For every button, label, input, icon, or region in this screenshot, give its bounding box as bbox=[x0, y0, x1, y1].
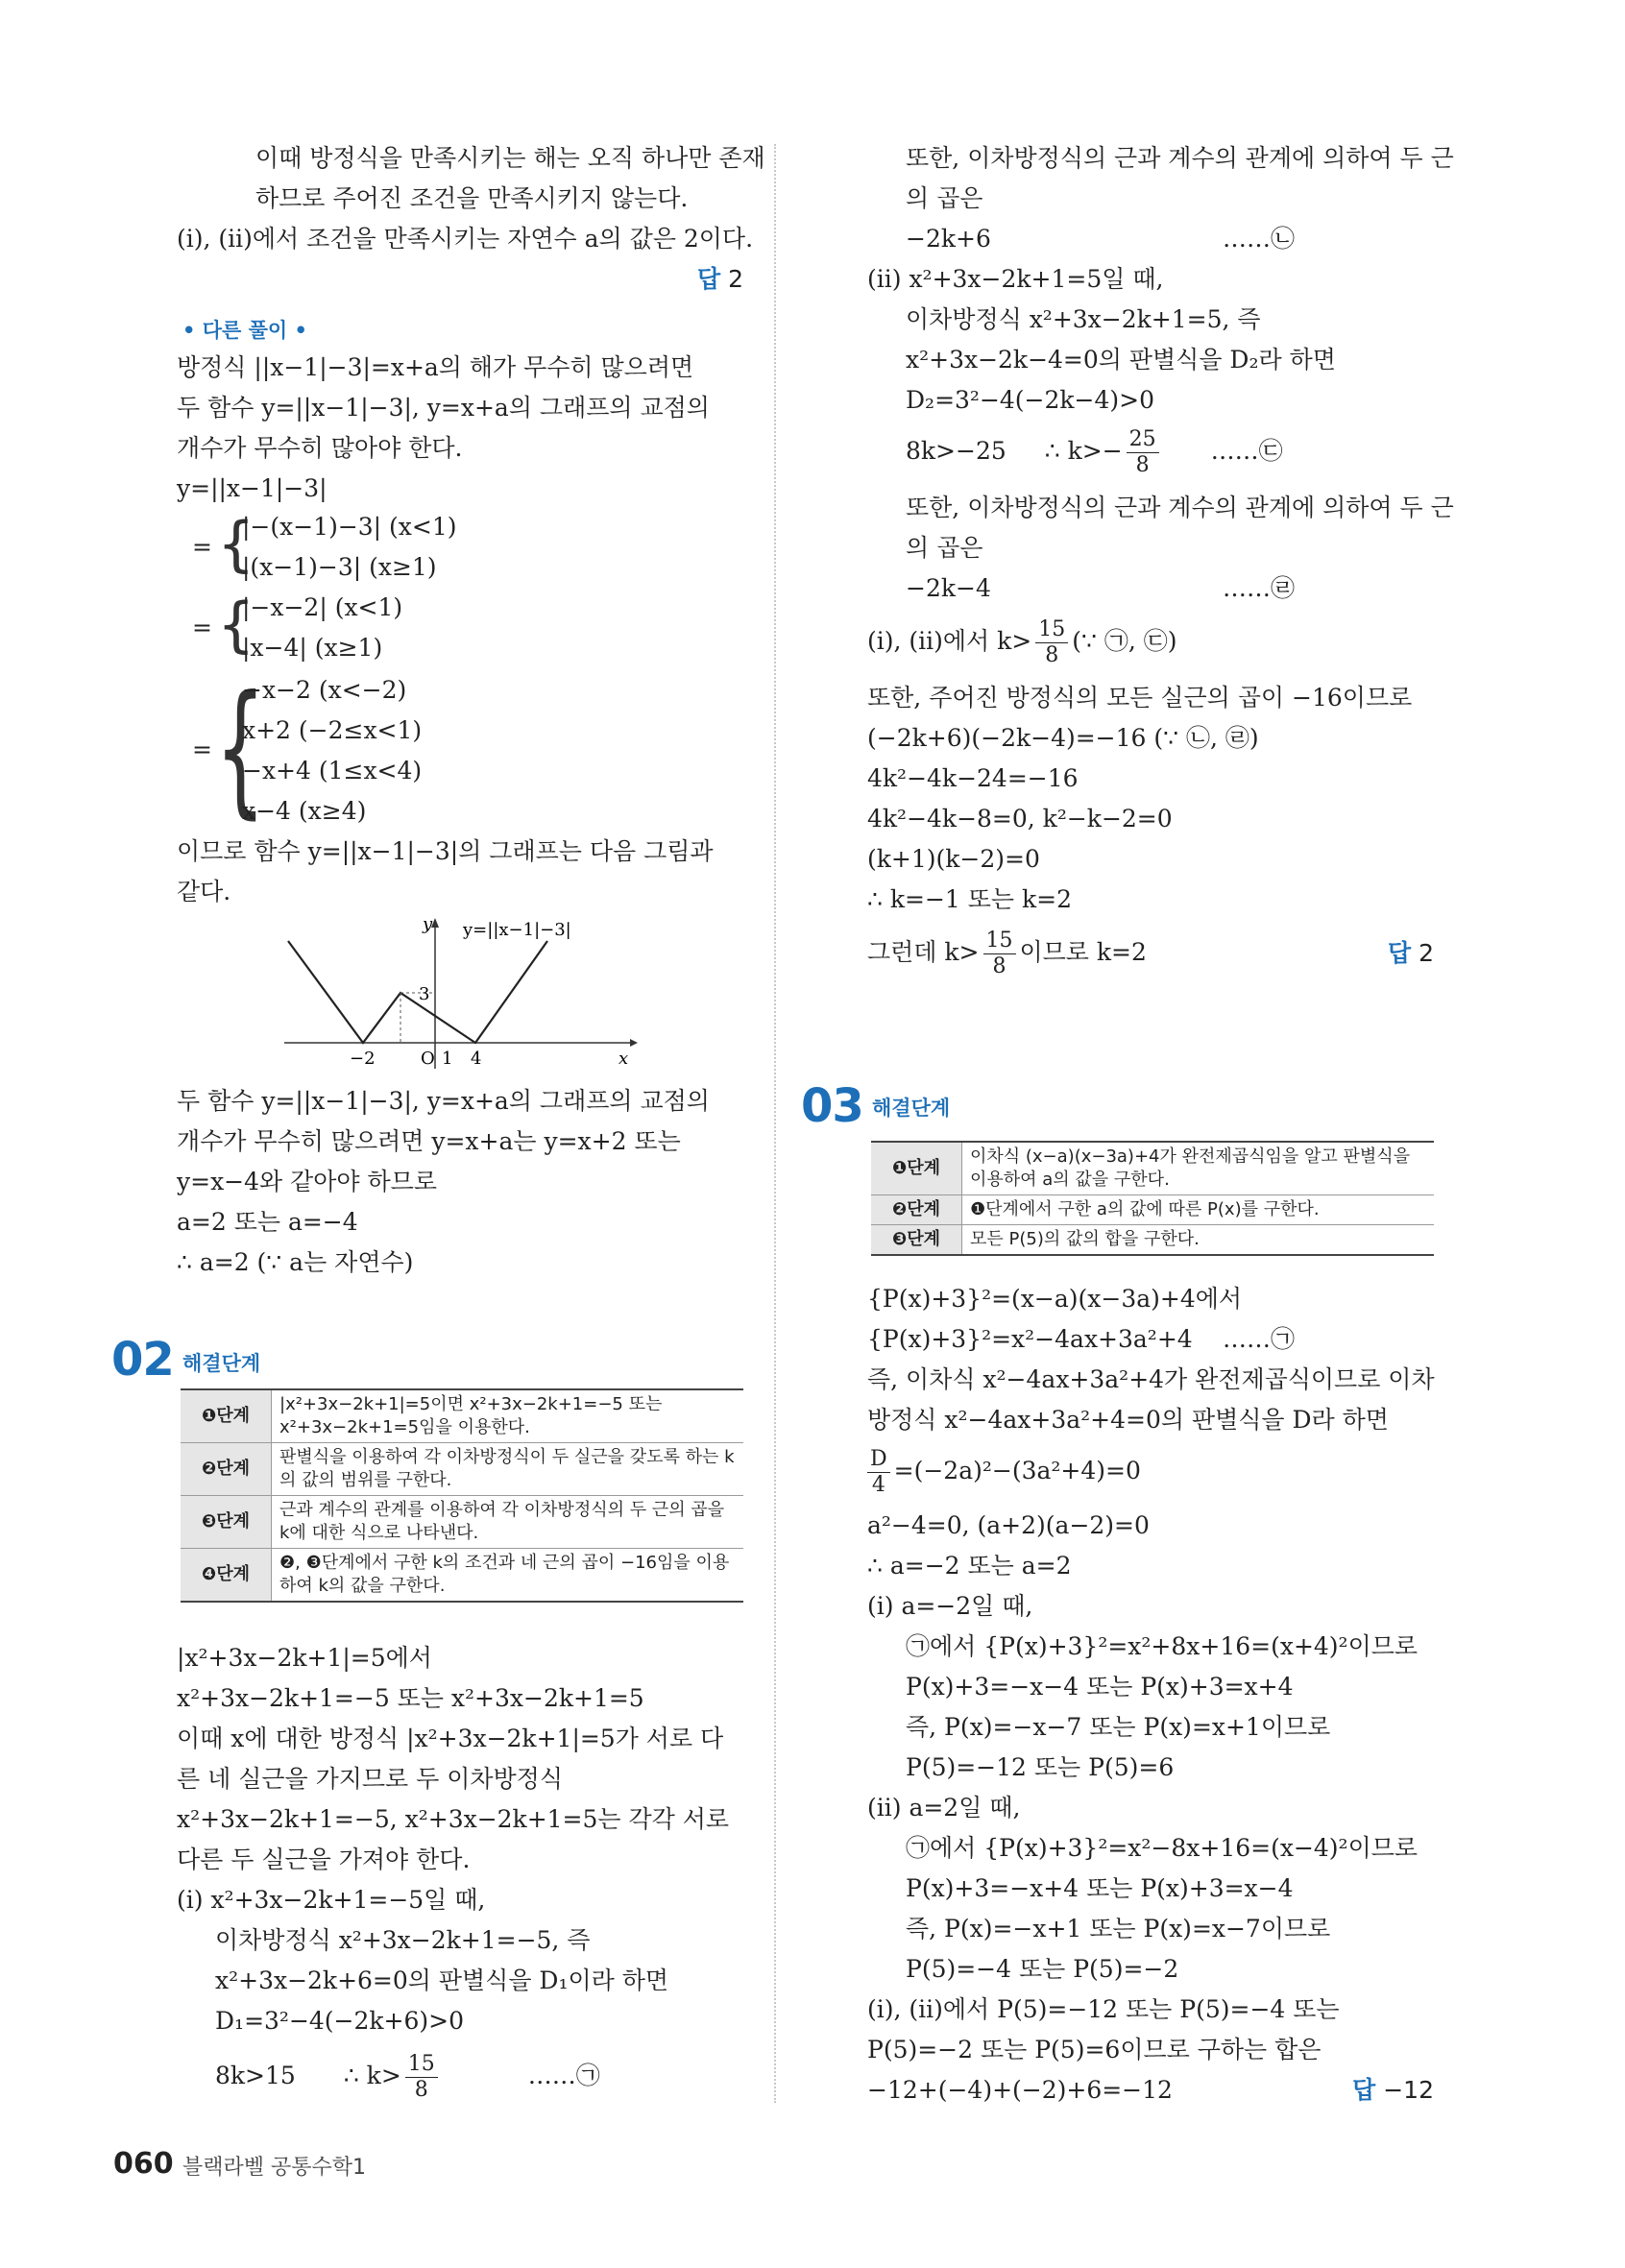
steps-table-03 bbox=[871, 1141, 1434, 1256]
inequality-line: 그런데 k> $\frac{15}{8}$ 이므로 k=2 bbox=[867, 929, 1147, 978]
text-line: 방정식 ||x−1|−3|=x+a의 해가 무수히 많으려면 bbox=[177, 353, 694, 381]
step-text: 모든 P(5)의 값의 합을 구한다. bbox=[962, 1225, 1435, 1256]
text-line: P(5)=−2 또는 P(5)=6이므로 구하는 합은 bbox=[867, 2036, 1322, 2063]
text-line: (ⅱ) x²+3x−2k+1=5일 때, bbox=[867, 265, 1164, 293]
text-line: x²+3x−2k−4=0의 판별식을 D₂라 하면 bbox=[906, 346, 1336, 374]
step-label: ❶단계 bbox=[871, 1142, 962, 1195]
case-line: |x−4| (x≥1) bbox=[242, 634, 383, 662]
text-line: 이므로 함수 y=||x−1|−3|의 그래프는 다음 그림과 bbox=[177, 837, 714, 865]
text-line: 이차방정식 x²+3x−2k+1=−5, 즉 bbox=[215, 1926, 591, 1954]
graph-figure bbox=[277, 910, 642, 1072]
text-line: P(x)+3=−x−4 또는 P(x)+3=x+4 bbox=[906, 1673, 1294, 1701]
column-divider bbox=[774, 144, 776, 2103]
function-label: y=||x−1|−3| bbox=[463, 920, 571, 940]
section-number-02: 02 bbox=[111, 1333, 174, 1387]
text-line: ∴ a=2 (∵ a는 자연수) bbox=[177, 1248, 414, 1276]
text-line: (ⅱ) a=2일 때, bbox=[867, 1794, 1021, 1822]
section-number-03: 03 bbox=[801, 1079, 863, 1133]
steps-table-02 bbox=[181, 1388, 743, 1603]
text-line: |x²+3x−2k+1|=5에서 bbox=[177, 1644, 432, 1672]
step-label: ❸단계 bbox=[871, 1225, 962, 1256]
text-line: y=||x−1|−3| bbox=[177, 474, 327, 502]
text-line: 4k²−4k−24=−16 bbox=[867, 764, 1079, 792]
equals: = bbox=[192, 614, 212, 641]
step-text: 이차식 (x−a)(x−3a)+4가 완전제곱식임을 알고 판별식을 이용하여 a의 값을 구한다. bbox=[962, 1142, 1435, 1195]
answer-2: 답 2 bbox=[1387, 939, 1434, 967]
step-text: |x²+3x−2k+1|=5이면 x²+3x−2k+1=−5 또는 x²+3x−2k+1=5임을 이용한다. bbox=[272, 1389, 744, 1443]
step-label: ❹단계 bbox=[181, 1549, 272, 1603]
text-line: 두 함수 y=||x−1|−3|, y=x+a의 그래프의 교점의 bbox=[177, 394, 710, 422]
text-line: 같다. bbox=[177, 878, 231, 905]
fraction: $\frac{D}{4}$ bbox=[867, 1449, 890, 1496]
text-line: 이차방정식 x²+3x−2k+1=5, 즉 bbox=[906, 305, 1261, 333]
text-line: ∴ a=−2 또는 a=2 bbox=[867, 1552, 1072, 1580]
text-line: a²−4=0, (a+2)(a−2)=0 bbox=[867, 1511, 1150, 1539]
fraction: $\frac{15}{8}$ bbox=[405, 2054, 438, 2101]
step-text: ❷, ❸단계에서 구한 k의 조건과 네 근의 곱이 −16임을 이용하여 k의 값을 구한다. bbox=[272, 1549, 744, 1603]
tag: ……㉣ bbox=[1223, 574, 1296, 602]
text-line: (ⅰ), (ⅱ)에서 P(5)=−12 또는 P(5)=−4 또는 bbox=[867, 1995, 1340, 2023]
text-line: 또한, 주어진 방정식의 모든 실근의 곱이 −16이므로 bbox=[867, 684, 1413, 712]
page-number: 060 bbox=[113, 2147, 174, 2181]
table-row bbox=[181, 1443, 743, 1496]
text-line: {P(x)+3}²=(x−a)(x−3a)+4에서 bbox=[867, 1285, 1243, 1313]
brace: { bbox=[215, 665, 266, 832]
step-label: ❷단계 bbox=[181, 1443, 272, 1496]
text-line: −2k+6 bbox=[906, 225, 991, 253]
text-line: {P(x)+3}²=x²−4ax+3a²+4 bbox=[867, 1325, 1193, 1353]
text-line: P(5)=−12 또는 P(5)=6 bbox=[906, 1753, 1175, 1781]
fraction: $\frac{15}{8}$ bbox=[1035, 619, 1068, 666]
x-tick: −2 bbox=[350, 1049, 376, 1069]
text-line: 즉, P(x)=−x+1 또는 P(x)=x−7이므로 bbox=[906, 1915, 1331, 1942]
text-line: 즉, P(x)=−x−7 또는 P(x)=x+1이므로 bbox=[906, 1713, 1331, 1741]
table-row bbox=[871, 1225, 1434, 1256]
text-line: 또한, 이차방정식의 근과 계수의 관계에 의하여 두 근 bbox=[906, 494, 1454, 521]
alt-solution-title: • 다른 풀이 • bbox=[182, 319, 307, 342]
text-line: 즉, 이차식 x²−4ax+3a²+4가 완전제곱식이므로 이차 bbox=[867, 1365, 1435, 1393]
text-line: 이때 방정식을 만족시키는 해는 오직 하나만 존재 bbox=[255, 144, 765, 172]
text-line: 의 곱은 bbox=[906, 534, 983, 562]
section-title-03: 해결단계 bbox=[872, 1097, 951, 1120]
text-line: 이때 x에 대한 방정식 |x²+3x−2k+1|=5가 서로 다 bbox=[177, 1725, 724, 1752]
text-line: ㉠에서 {P(x)+3}²=x²+8x+16=(x+4)²이므로 bbox=[906, 1632, 1419, 1660]
text-line: 른 네 실근을 가지므로 두 이차방정식 bbox=[177, 1765, 563, 1793]
table-row bbox=[871, 1142, 1434, 1195]
y-tick: 3 bbox=[419, 984, 430, 1004]
section-title-02: 해결단계 bbox=[182, 1352, 261, 1375]
equals: = bbox=[192, 736, 212, 763]
text-line: 의 곱은 bbox=[906, 184, 983, 212]
fraction: $\frac{25}{8}$ bbox=[1127, 429, 1159, 476]
text-line: 하므로 주어진 조건을 만족시키지 않는다. bbox=[255, 184, 689, 212]
x-tick: 1 bbox=[442, 1049, 453, 1069]
text-line: (−2k+6)(−2k−4)=−16 (∵ ㉡, ㉣) bbox=[867, 724, 1259, 752]
table-row bbox=[871, 1195, 1434, 1225]
text-line: 다른 두 실근을 가져야 한다. bbox=[177, 1846, 471, 1873]
table-row bbox=[181, 1496, 743, 1549]
text-line: −12+(−4)+(−2)+6=−12 bbox=[867, 2076, 1173, 2104]
case-line: x+2 (−2≤x<1) bbox=[242, 716, 423, 744]
equals: = bbox=[192, 533, 212, 561]
step-text: ❶단계에서 구한 a의 값에 따른 P(x)를 구한다. bbox=[962, 1195, 1435, 1225]
book-title: 블랙라벨 공통수학1 bbox=[182, 2156, 367, 2180]
function-graph bbox=[288, 941, 547, 1043]
y-axis-label: y bbox=[423, 914, 433, 934]
step-text: 판별식을 이용하여 각 이차방정식이 두 실근을 갖도록 하는 k의 값의 범위를 구한다. bbox=[272, 1443, 744, 1496]
table-row bbox=[181, 1389, 743, 1443]
text-line: (ⅰ) a=−2일 때, bbox=[867, 1592, 1033, 1620]
inequality-line: 8k>15 ∴ k> $\frac{15}{8}$ ……㉠ bbox=[215, 2052, 600, 2102]
y-arrow bbox=[431, 918, 439, 928]
origin-label: O bbox=[421, 1049, 435, 1069]
step-label: ❸단계 bbox=[181, 1496, 272, 1549]
case-line: |(x−1)−3| (x≥1) bbox=[242, 553, 437, 581]
text-line: (ⅰ), (ⅱ)에서 조건을 만족시키는 자연수 a의 값은 2이다. bbox=[177, 225, 754, 253]
x-tick: 4 bbox=[471, 1049, 482, 1069]
text-line: a=2 또는 a=−4 bbox=[177, 1208, 358, 1236]
text-line: 개수가 무수히 많으려면 y=x+a는 y=x+2 또는 bbox=[177, 1127, 681, 1155]
step-label: ❶단계 bbox=[181, 1389, 272, 1443]
brace: { bbox=[217, 590, 255, 660]
step-label: ❷단계 bbox=[871, 1195, 962, 1225]
fraction: $\frac{15}{8}$ bbox=[983, 930, 1016, 977]
case-line: |−(x−1)−3| (x<1) bbox=[242, 513, 457, 541]
text-line: x²+3x−2k+1=−5, x²+3x−2k+1=5는 각각 서로 bbox=[177, 1805, 730, 1833]
tag: ……㉡ bbox=[1223, 225, 1296, 253]
x-arrow bbox=[630, 1039, 638, 1047]
text-line: P(x)+3=−x+4 또는 P(x)+3=x−4 bbox=[906, 1874, 1294, 1902]
text-line: −2k−4 bbox=[906, 574, 991, 602]
inequality-line: (ⅰ), (ⅱ)에서 k> $\frac{15}{8}$ (∵ ㉠, ㉢) bbox=[867, 617, 1177, 667]
text-line: 방정식 x²−4ax+3a²+4=0의 판별식을 D라 하면 bbox=[867, 1406, 1389, 1434]
step-text: 근과 계수의 관계를 이용하여 각 이차방정식의 두 근의 곱을 k에 대한 식으로 나타낸다. bbox=[272, 1496, 744, 1549]
text-line: ㉠에서 {P(x)+3}²=x²−8x+16=(x−4)²이므로 bbox=[906, 1834, 1419, 1862]
answer-3: 답 −12 bbox=[1352, 2076, 1434, 2104]
text-line: D₁=3²−4(−2k+6)>0 bbox=[215, 2007, 465, 2035]
tag: ……㉠ bbox=[1223, 1325, 1296, 1353]
case-line: −x−2 (x<−2) bbox=[242, 676, 407, 704]
inequality-line: 8k>−25 ∴ k>− $\frac{25}{8}$ ……㉢ bbox=[906, 427, 1283, 477]
text-line: (k+1)(k−2)=0 bbox=[867, 845, 1040, 873]
text-line: (ⅰ) x²+3x−2k+1=−5일 때, bbox=[177, 1886, 486, 1914]
x-axis-label: x bbox=[618, 1049, 629, 1069]
text-line: P(5)=−4 또는 P(5)=−2 bbox=[906, 1955, 1179, 1983]
brace: { bbox=[217, 509, 255, 579]
text-line: 개수가 무수히 많아야 한다. bbox=[177, 434, 463, 462]
text-line: x²+3x−2k+1=−5 또는 x²+3x−2k+1=5 bbox=[177, 1684, 644, 1712]
discriminant-line: $\frac{D}{4}$ =(−2a)²−(3a²+4)=0 bbox=[867, 1446, 1141, 1496]
text-line: x²+3x−2k+6=0의 판별식을 D₁이라 하면 bbox=[215, 1966, 669, 1994]
case-line: x−4 (x≥4) bbox=[242, 797, 367, 825]
answer-1: 답 2 bbox=[696, 265, 743, 293]
text-line: 두 함수 y=||x−1|−3|, y=x+a의 그래프의 교점의 bbox=[177, 1087, 710, 1115]
case-line: −x+4 (1≤x<4) bbox=[242, 757, 423, 784]
text-line: ∴ k=−1 또는 k=2 bbox=[867, 885, 1072, 913]
case-line: |−x−2| (x<1) bbox=[242, 593, 403, 621]
text-line: y=x−4와 같아야 하므로 bbox=[177, 1168, 437, 1195]
text-line: 4k²−4k−8=0, k²−k−2=0 bbox=[867, 805, 1173, 832]
text-line: D₂=3²−4(−2k−4)>0 bbox=[906, 386, 1155, 414]
text-line: 또한, 이차방정식의 근과 계수의 관계에 의하여 두 근 bbox=[906, 144, 1454, 172]
table-row bbox=[181, 1549, 743, 1603]
